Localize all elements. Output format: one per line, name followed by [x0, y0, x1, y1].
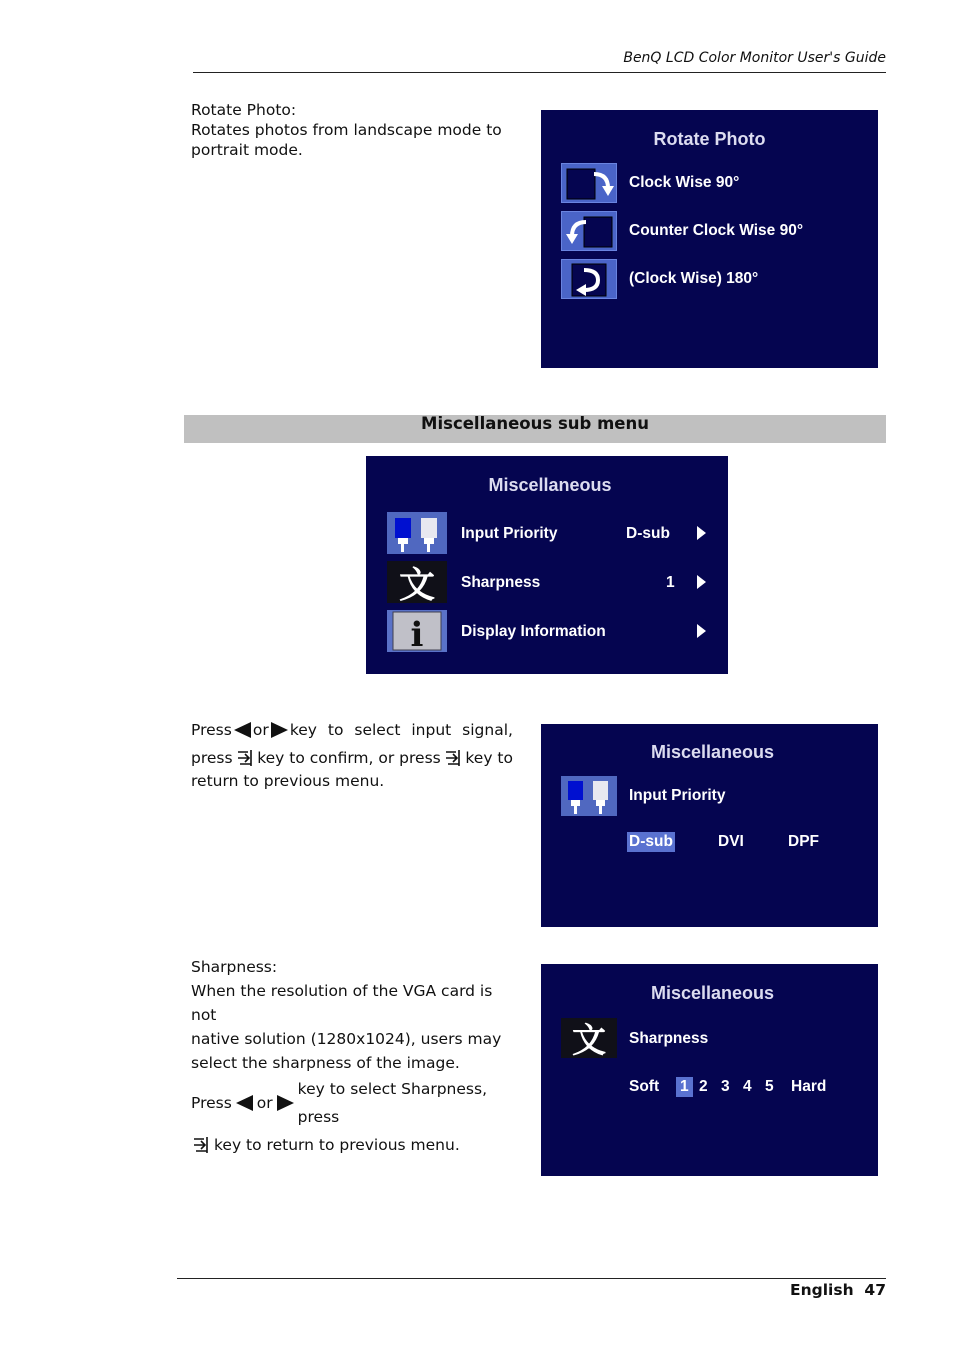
left-arrow-key-icon — [234, 722, 251, 738]
display-information-label[interactable]: Display Information — [461, 623, 606, 640]
sharpness-osd — [541, 964, 878, 1176]
input-connector-icon[interactable] — [387, 512, 447, 554]
sharpness-level-1[interactable]: 1 — [676, 1077, 693, 1097]
svg-text:文: 文 — [398, 564, 436, 603]
right-arrow-key-icon — [271, 722, 288, 738]
rotate-description: Rotates photos from landscape mode to portrait mode. — [191, 121, 502, 159]
hard-label: Hard — [791, 1078, 827, 1095]
sharpness-level-4[interactable]: 4 — [743, 1078, 752, 1095]
svg-text:文: 文 — [572, 1021, 606, 1058]
sharpness-glyph-icon — [561, 1018, 617, 1058]
counterclockwise-90-label[interactable]: Counter Clock Wise 90° — [629, 222, 804, 239]
or-word: or — [252, 721, 269, 739]
press-word: Press — [191, 721, 232, 739]
select-sharpness-text: key to select Sharpness, press — [297, 1080, 487, 1126]
sharpness-line-3: select the sharpness of the image. — [191, 1054, 460, 1072]
sharpness-level-5[interactable]: 5 — [765, 1078, 774, 1095]
footer-rule — [177, 1278, 886, 1279]
sharpness-level-2[interactable]: 2 — [699, 1078, 708, 1095]
return-text: key to return to previous menu. — [214, 1136, 460, 1154]
running-header: BenQ LCD Color Monitor User's Guide — [623, 50, 886, 66]
rotate-180-icon[interactable] — [561, 259, 617, 299]
option-dsub[interactable]: D-sub — [629, 833, 673, 850]
osd-title: Rotate Photo — [653, 129, 766, 149]
rotate-clockwise-icon[interactable] — [561, 163, 617, 203]
page-footer — [700, 1281, 886, 1299]
clockwise-180-label[interactable]: (Clock Wise) 180° — [629, 270, 759, 287]
soft-label: Soft — [629, 1078, 660, 1095]
input-priority-label: Input Priority — [629, 787, 726, 804]
key-to-text: key to — [465, 749, 513, 767]
option-dvi[interactable]: DVI — [718, 833, 744, 850]
header-rule — [193, 72, 886, 73]
exit-key-icon — [191, 1135, 211, 1155]
rotate-heading: Rotate Photo: — [191, 101, 297, 119]
enter-key-icon — [235, 748, 255, 768]
press-word: press — [191, 749, 233, 767]
select-input-text: key to select input signal, — [289, 721, 513, 739]
sharpness-value: 1 — [666, 574, 675, 591]
left-arrow-key-icon — [236, 1095, 253, 1111]
sharpness-heading: Sharpness: — [191, 958, 278, 976]
sharpness-instructions — [191, 955, 513, 1159]
input-priority-label[interactable]: Input Priority — [461, 525, 558, 542]
section-title: Miscellaneous sub menu — [421, 414, 649, 433]
clockwise-90-label[interactable]: Clock Wise 90° — [629, 174, 740, 191]
input-priority-osd — [541, 724, 878, 927]
sharpness-line-2: native solution (1280x1024), users may — [191, 1030, 502, 1048]
return-text: return to previous menu. — [191, 772, 385, 790]
sharpness-level-3[interactable]: 3 — [721, 1078, 730, 1095]
option-dpf[interactable]: DPF — [788, 833, 819, 850]
rotate-photo-osd — [541, 110, 878, 368]
right-arrow-key-icon — [277, 1095, 294, 1111]
footer-language: English — [790, 1281, 854, 1299]
section-title-bar — [184, 415, 886, 443]
page-number: 47 — [864, 1281, 886, 1299]
info-icon[interactable] — [387, 610, 447, 652]
svg-text:i: i — [410, 615, 424, 652]
chevron-right-icon[interactable] — [697, 624, 706, 638]
sharpness-label[interactable]: Sharpness — [461, 574, 541, 591]
chevron-right-icon[interactable] — [697, 526, 706, 540]
input-priority-value: D-sub — [626, 525, 670, 542]
press-word: Press — [191, 1094, 232, 1112]
exit-key-icon — [443, 748, 463, 768]
input-priority-instructions — [191, 716, 513, 790]
osd-title: Miscellaneous — [488, 475, 612, 495]
rotate-counterclockwise-icon[interactable] — [561, 211, 617, 251]
miscellaneous-osd — [366, 456, 728, 674]
chevron-right-icon[interactable] — [697, 575, 706, 589]
osd-title: Miscellaneous — [650, 742, 775, 762]
sharpness-label: Sharpness — [629, 1030, 709, 1047]
input-connector-icon — [561, 776, 617, 816]
sharpness-glyph-icon[interactable] — [387, 561, 447, 603]
rotate-photo-text — [191, 100, 516, 160]
or-word: or — [256, 1094, 273, 1112]
osd-title: Miscellaneous — [650, 983, 775, 1003]
sharpness-line-1: When the resolution of the VGA card is not — [191, 982, 493, 1024]
confirm-text: key to confirm, or press — [257, 749, 441, 767]
